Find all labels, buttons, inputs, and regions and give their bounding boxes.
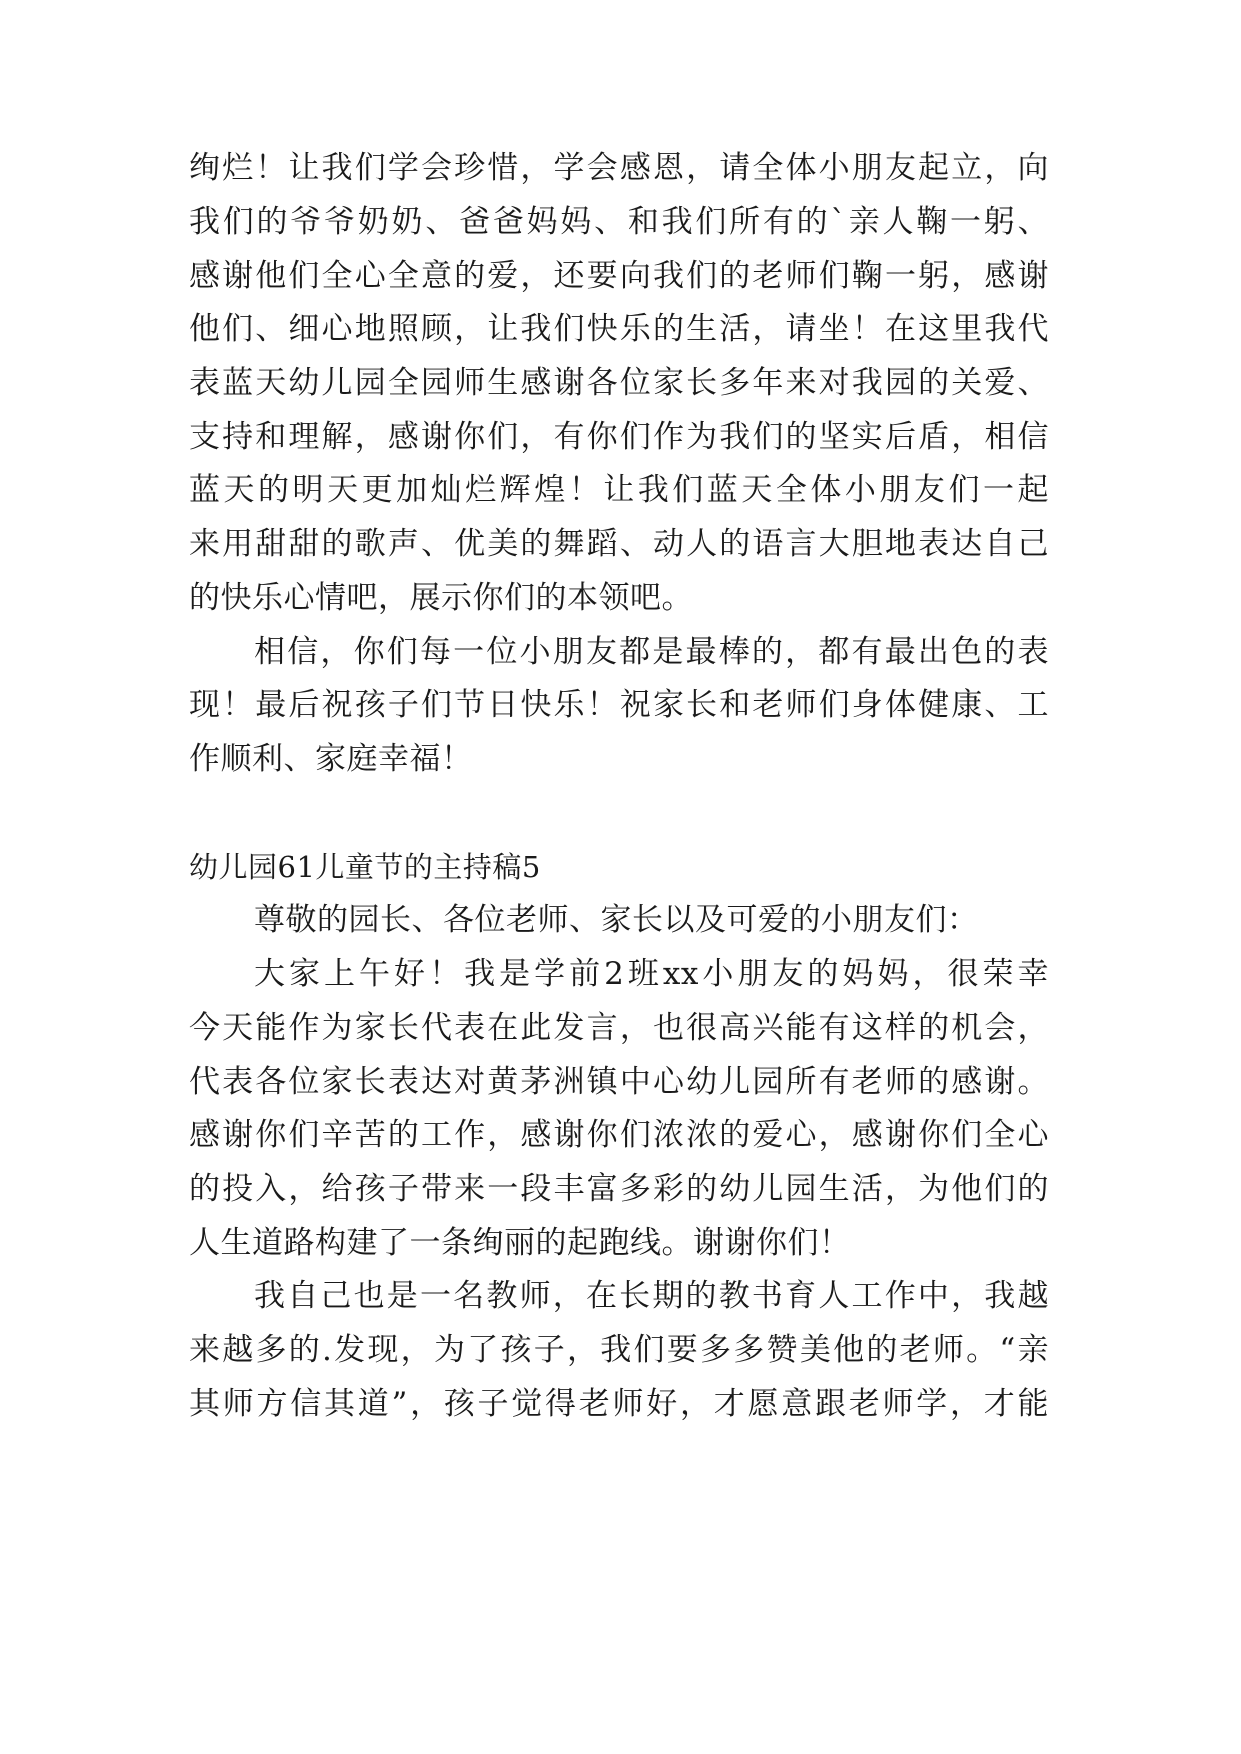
text-line: 来越多的.发现，为了孩子，我们要多多赞美他的老师。“亲: [189, 1332, 1049, 1368]
text-line: 的快乐心情吧，展示你们的本领吧。: [189, 580, 693, 616]
text-line: 蓝天的明天更加灿烂辉煌！让我们蓝天全体小朋友们一起: [189, 472, 1049, 508]
text-line: 今天能作为家长代表在此发言，也很高兴能有这样的机会，: [189, 1010, 1049, 1046]
text-line: 代表各位家长表达对黄茅洲镇中心幼儿园所有老师的感谢。: [189, 1064, 1049, 1100]
text-line: 现！最后祝孩子们节日快乐！祝家长和老师们身体健康、工: [189, 687, 1049, 723]
text-line: 他们、细心地照顾，让我们快乐的生活，请坐！在这里我代: [189, 311, 1049, 347]
text-line: 表蓝天幼儿园全园师生感谢各位家长多年来对我园的关爱、: [189, 365, 1049, 401]
text-line: 来用甜甜的歌声、优美的舞蹈、动人的语言大胆地表达自己: [189, 526, 1049, 562]
text-line: 其师方信其道”，孩子觉得老师好，才愿意跟老师学，才能: [189, 1386, 1049, 1422]
text-line: 感谢他们全心全意的爱，还要向我们的老师们鞠一躬，感谢: [189, 258, 1049, 294]
text-line: 绚烂！让我们学会珍惜，学会感恩，请全体小朋友起立，向: [189, 150, 1049, 186]
section-heading: 幼儿园61儿童节的主持稿5: [189, 850, 541, 884]
text-line: 人生道路构建了一条绚丽的起跑线。谢谢你们！: [189, 1225, 851, 1261]
text-line: 作顺利、家庭幸福！: [189, 741, 473, 777]
text-line: 支持和理解，感谢你们，有你们作为我们的坚实后盾，相信: [189, 419, 1049, 455]
text-line: 相信，你们每一位小朋友都是最棒的，都有最出色的表: [254, 634, 1049, 670]
greeting-line: 尊敬的园长、各位老师、家长以及可爱的小朋友们：: [254, 902, 979, 938]
text-line: 我们的爷爷奶奶、爸爸妈妈、和我们所有的`亲人鞠一躬、: [189, 204, 1049, 240]
text-line: 的投入，给孩子带来一段丰富多彩的幼儿园生活，为他们的: [189, 1171, 1049, 1207]
text-line: 我自己也是一名教师，在长期的教书育人工作中，我越: [254, 1278, 1049, 1314]
text-line: 大家上午好！我是学前2班xx小朋友的妈妈，很荣幸: [254, 956, 1049, 992]
text-line: 感谢你们辛苦的工作，感谢你们浓浓的爱心，感谢你们全心: [189, 1117, 1049, 1153]
